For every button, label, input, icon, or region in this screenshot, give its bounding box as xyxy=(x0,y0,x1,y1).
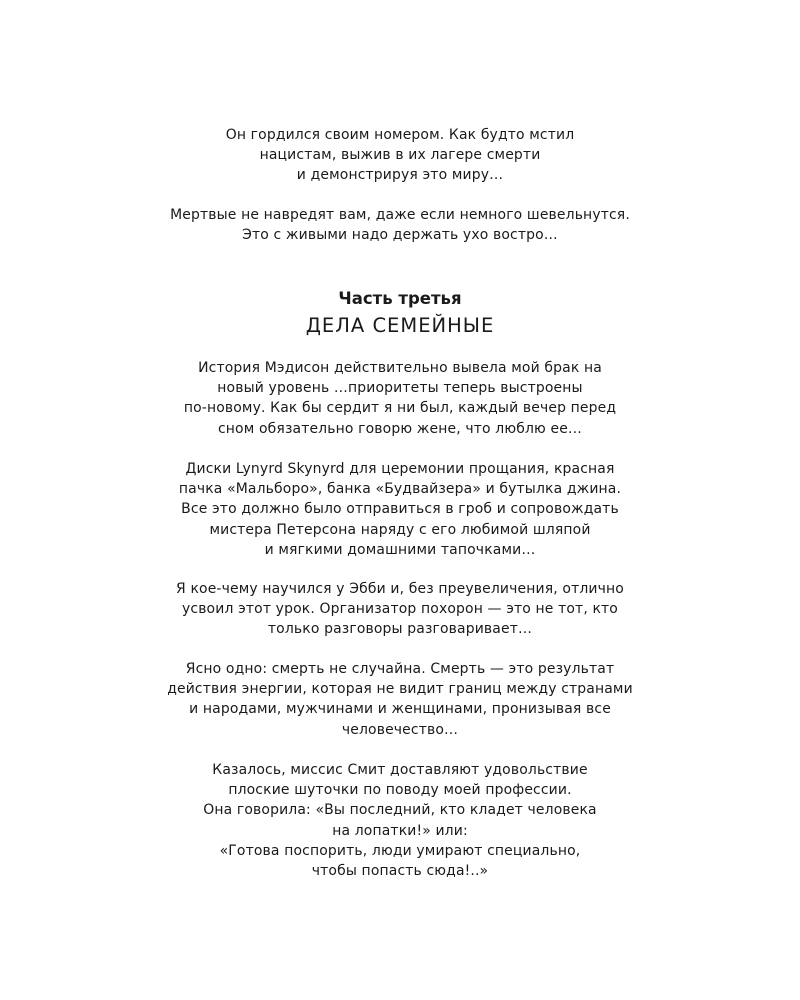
text-line: Ясно одно: смерть не случайна. Смерть — это результат xyxy=(185,661,615,677)
quote-paragraph xyxy=(0,459,800,560)
text-line: только разговоры разговаривает… xyxy=(267,621,533,638)
part-title: ДЕЛА СЕМЕЙНЫЕ xyxy=(305,314,495,337)
text-line: Он гордился своим номером. Как будто мстил xyxy=(225,127,575,143)
quote-paragraph xyxy=(0,659,800,740)
text-line: и демонстрируя это миру… xyxy=(296,167,504,184)
text-line: «Готова поспорить, люди умирают специально, xyxy=(219,842,581,859)
epigraph-quote xyxy=(0,125,800,186)
text-line: Она говорила: «Вы последний, кто кладет человека xyxy=(203,802,597,819)
text-line: Мертвые не навредят вам, даже если немного шевельнутся. xyxy=(170,207,630,223)
text-line: и народами, мужчинами и женщинами, пронизывая все xyxy=(189,701,611,718)
text-line: Казалось, миссис Смит доставляют удовольствие xyxy=(212,762,588,778)
text-line: и мягкими домашними тапочками… xyxy=(264,541,536,558)
text-line: плоские шуточки по поводу моей профессии. xyxy=(228,782,572,799)
text-line: нацистам, выжив в их лагере смерти xyxy=(259,147,541,164)
text-line: новый уровень …приоритеты теперь выстроены xyxy=(217,380,583,397)
text-line: человечество… xyxy=(341,721,459,738)
text-line: пачка «Мальборо», банка «Будвайзера» и бутылка джина. xyxy=(178,481,622,498)
quote-paragraph xyxy=(0,760,800,881)
text-line: действия энергии, которая не видит границ между странами xyxy=(167,681,633,698)
text-line: Я кое-чему научился у Эбби и, без преувеличения, отлично xyxy=(176,581,624,597)
text-line: по-новому. Как бы сердит я ни был, каждый вечер перед xyxy=(183,400,617,417)
part-label: Часть третья xyxy=(338,289,462,308)
text-line: сном обязательно говорю жене, что люблю ее… xyxy=(217,420,583,437)
text-line: усвоил этот урок. Организатор похорон — это не тот, кто xyxy=(181,601,618,618)
quote-paragraph xyxy=(0,358,800,439)
epigraph-quote xyxy=(0,205,800,245)
text-line: История Мэдисон действительно вывела мой брак на xyxy=(198,360,602,376)
quote-paragraph xyxy=(0,579,800,640)
text-line: мистера Петерсона наряду с его любимой шляпой xyxy=(209,521,591,538)
text-line: на лопатки!» или: xyxy=(332,822,468,839)
text-line: Это с живыми надо держать ухо востро… xyxy=(242,227,558,244)
text-line: Диски Lynyrd Skynyrd для церемонии прощания, красная xyxy=(185,461,615,477)
text-line: Все это должно было отправиться в гроб и сопровождать xyxy=(181,501,619,518)
text-line: чтобы попасть сюда!..» xyxy=(311,863,489,880)
